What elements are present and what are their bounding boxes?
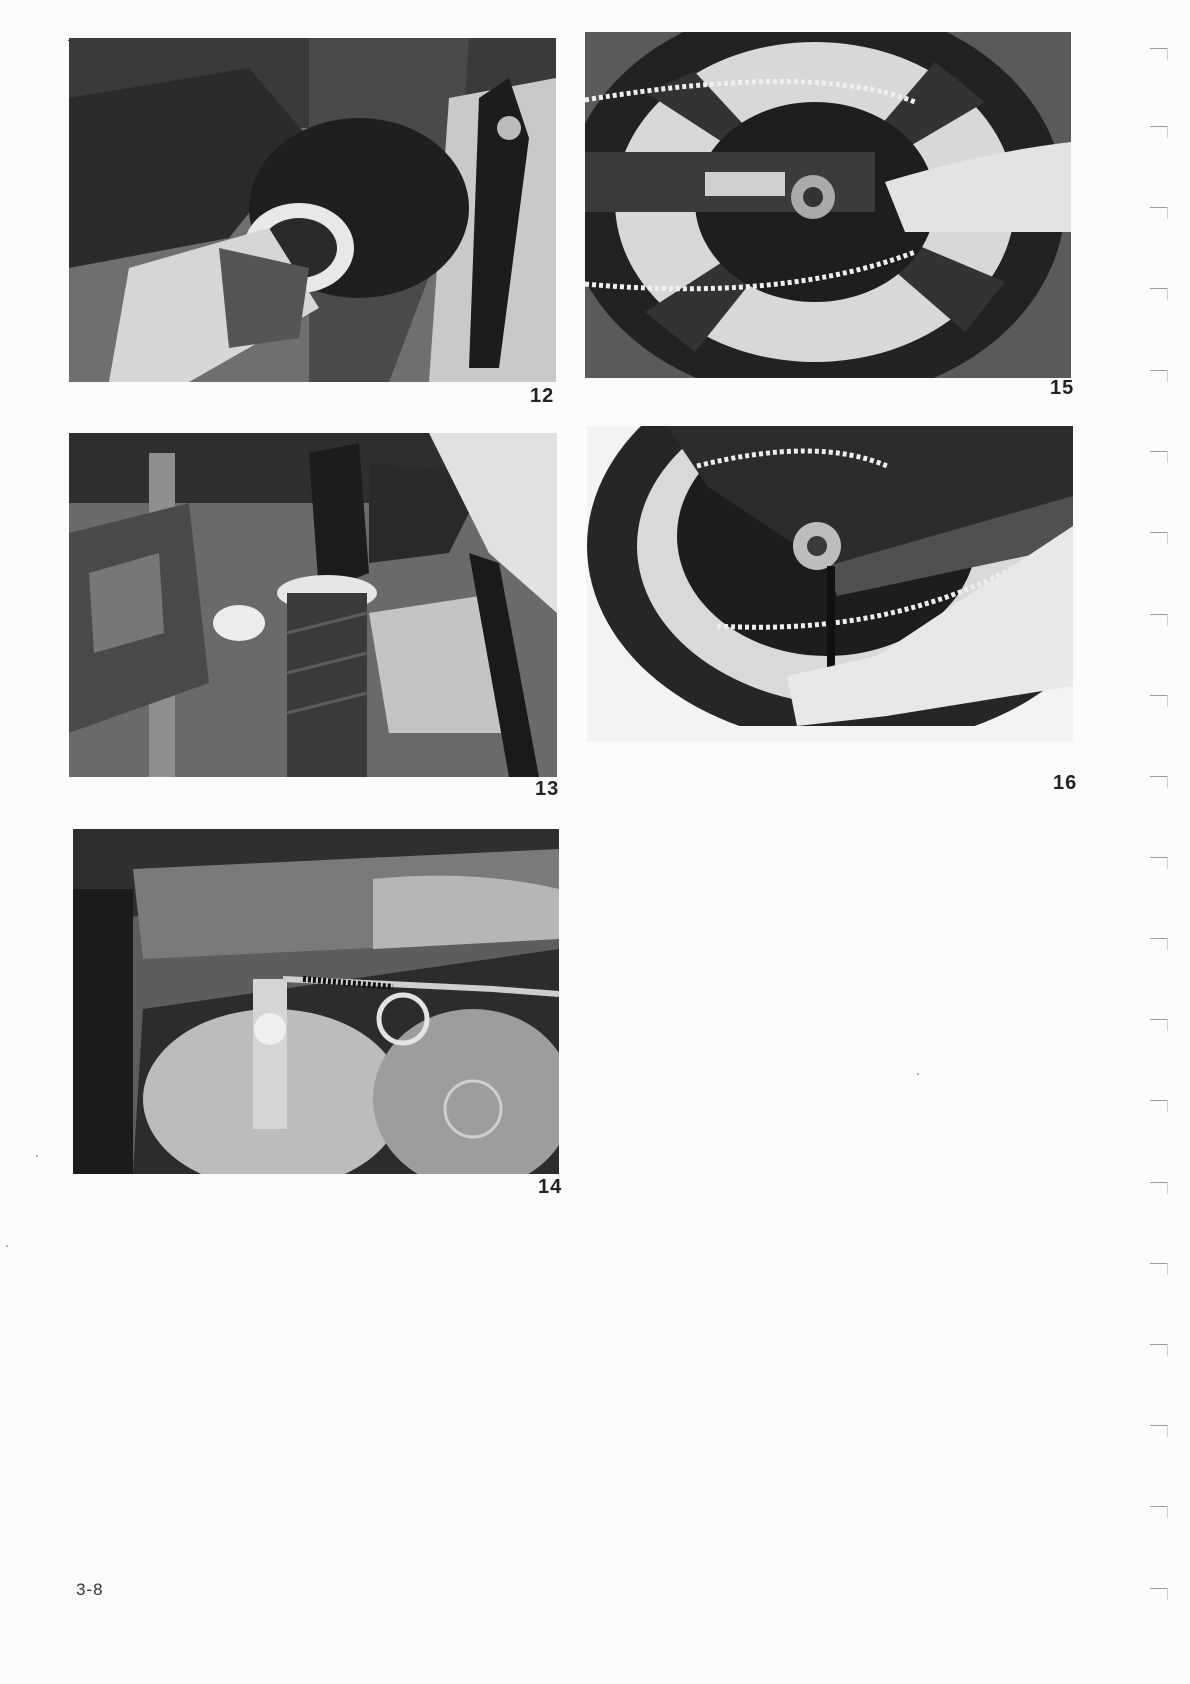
figure-14-photo [73, 829, 559, 1174]
figure-13-photo [69, 433, 557, 777]
edge-tab-marks [1150, 0, 1170, 1684]
figure-13-label: 13 [535, 778, 560, 800]
edge-mark [1150, 1263, 1168, 1264]
edge-mark [1150, 451, 1168, 452]
edge-mark [1150, 938, 1168, 939]
edge-mark [1150, 532, 1168, 533]
edge-mark [1150, 1425, 1168, 1426]
paper-speck [917, 1073, 919, 1075]
edge-mark [1150, 288, 1168, 289]
figure-16-photo [587, 426, 1073, 742]
paper-speck [6, 1245, 8, 1247]
paper-speck [36, 1155, 38, 1157]
edge-mark [1150, 207, 1168, 208]
edge-mark [1150, 1506, 1168, 1507]
edge-mark [1150, 370, 1168, 371]
edge-mark [1150, 1182, 1168, 1183]
figure-12-photo [69, 38, 556, 382]
figure-15-photo [585, 32, 1071, 378]
edge-mark [1150, 126, 1168, 127]
figure-15-label: 15 [1050, 377, 1075, 399]
edge-mark [1150, 1019, 1168, 1020]
figure-12-label: 12 [530, 385, 555, 407]
edge-mark [1150, 857, 1168, 858]
edge-mark [1150, 48, 1168, 49]
edge-mark [1150, 614, 1168, 615]
edge-mark [1150, 1344, 1168, 1345]
edge-mark [1150, 1588, 1168, 1589]
edge-mark [1150, 1100, 1168, 1101]
edge-mark [1150, 695, 1168, 696]
edge-mark [1150, 776, 1168, 777]
figure-16-label: 16 [1053, 772, 1078, 794]
figure-14-label: 14 [538, 1176, 563, 1198]
page-number: 3-8 [76, 1580, 104, 1599]
